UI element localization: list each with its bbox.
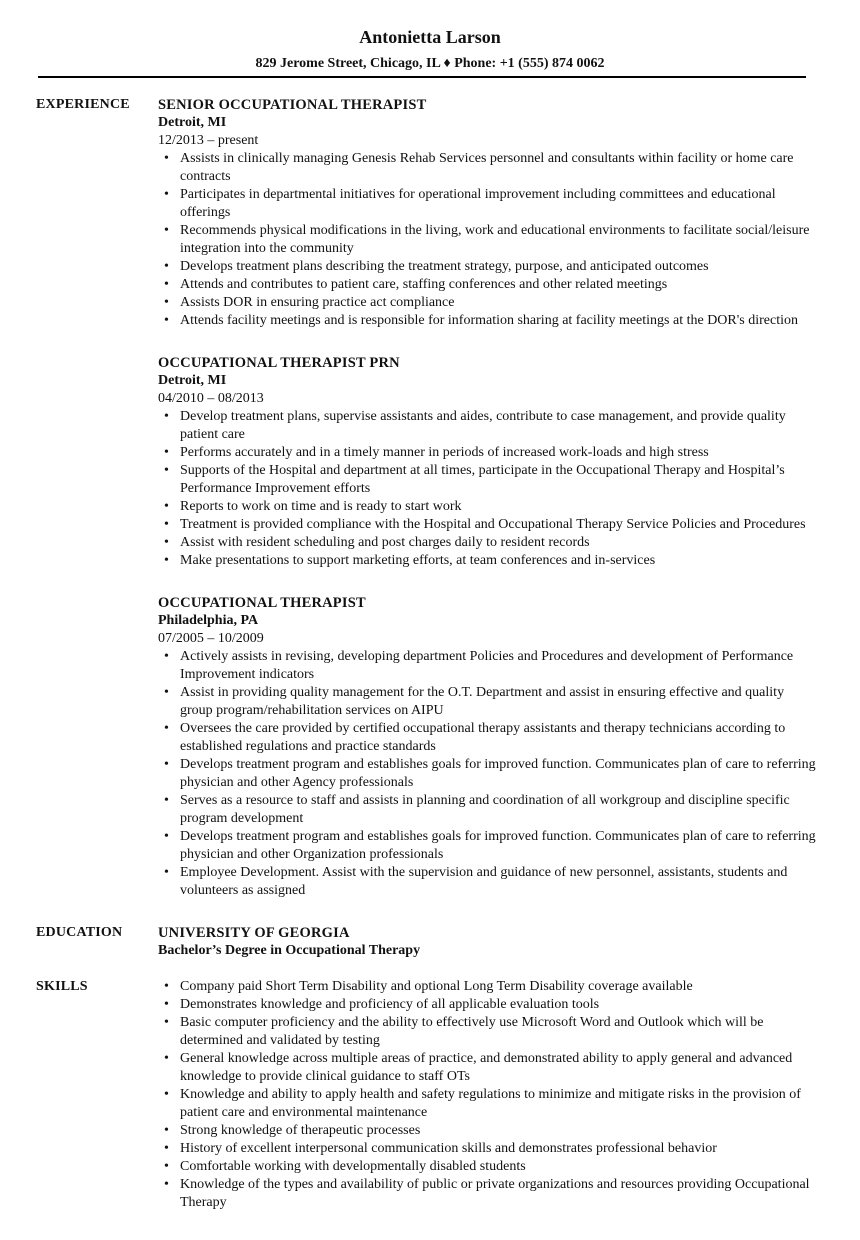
skills-section	[0, 978, 860, 1212]
list-item: • Assists DOR in ensuring practice act compliance	[158, 294, 820, 312]
education-section	[0, 924, 860, 960]
list-item: • Develops treatment program and establishes goals for improved function. Communicates plan of care to referring physician and other Agency professionals	[158, 756, 820, 792]
job-dates: 07/2005 – 10/2009	[158, 631, 264, 646]
job-title: OCCUPATIONAL THERAPIST	[158, 595, 366, 611]
candidate-name: Antonietta Larson	[359, 27, 501, 47]
school-name: UNIVERSITY OF GEORGIA	[158, 925, 350, 941]
list-item: • Assist in providing quality management for the O.T. Department and assist in ensuring effective and quality group program/rehabilitation services on AIPU	[158, 684, 820, 720]
header-divider	[38, 76, 806, 78]
contact-line: 829 Jerome Street, Chicago, IL ♦ Phone: +1 (555) 874 0062	[255, 56, 605, 71]
list-item: • Serves as a resource to staff and assists in planning and coordination of all workgroup and discipline specific program development	[158, 792, 820, 828]
list-item: • Supports of the Hospital and department at all times, participate in the Occupational Therapy and Hospital’s Performance Improvement efforts	[158, 462, 820, 498]
list-item: • Demonstrates knowledge and proficiency of all applicable evaluation tools	[158, 996, 820, 1014]
job-title: OCCUPATIONAL THERAPIST PRN	[158, 355, 400, 371]
list-item: • General knowledge across multiple areas of practice, and demonstrated ability to apply general and advanced knowledge to provide clinical guidance to staff OTs	[158, 1050, 820, 1086]
list-item: • Employee Development. Assist with the supervision and guidance of new personnel, assistants, students and volunteers as assigned	[158, 864, 820, 900]
list-item: • Attends facility meetings and is responsible for information sharing at facility meetings at the DOR's direction	[158, 312, 820, 330]
list-item: • Recommends physical modifications in the living, work and educational environments to facilitate social/leisure integration into the community	[158, 222, 820, 258]
list-item: • Treatment is provided compliance with the Hospital and Occupational Therapy Service Policies and Procedures	[158, 516, 820, 534]
list-item: • Make presentations to support marketing efforts, at team conferences and in-services	[158, 552, 820, 570]
job-duties-list	[158, 150, 820, 330]
job-location: Detroit, MI	[158, 373, 227, 388]
list-item: • Attends and contributes to patient care, staffing conferences and other related meetings	[158, 276, 820, 294]
job-location: Philadelphia, PA	[158, 613, 259, 628]
job-duties-list	[158, 648, 820, 900]
section-heading-skills: SKILLS	[36, 979, 88, 994]
degree-name: Bachelor’s Degree in Occupational Therapy	[158, 943, 421, 958]
list-item: • Company paid Short Term Disability and optional Long Term Disability coverage available	[158, 978, 820, 996]
list-item: • Actively assists in revising, developing department Policies and Procedures and development of Performance Improvement indicators	[158, 648, 820, 684]
list-item: • Knowledge and ability to apply health and safety regulations to minimize and mitigate risks in the provision of patient care and environmental maintenance	[158, 1086, 820, 1122]
section-heading-experience: EXPERIENCE	[36, 97, 130, 112]
list-item: • Develop treatment plans, supervise assistants and aides, contribute to case management, and provide quality patient care	[158, 408, 820, 444]
list-item: • Comfortable working with developmentally disabled students	[158, 1158, 820, 1176]
job-dates: 12/2013 – present	[158, 133, 259, 148]
list-item: • Basic computer proficiency and the ability to effectively use Microsoft Word and Outlook which will be determined and validated by testing	[158, 1014, 820, 1050]
experience-section	[0, 96, 860, 900]
list-item: • Participates in departmental initiatives for operational improvement including committees and educational offerings	[158, 186, 820, 222]
job-title: SENIOR OCCUPATIONAL THERAPIST	[158, 97, 427, 113]
list-item: • History of excellent interpersonal communication skills and demonstrates professional behavior	[158, 1140, 820, 1158]
list-item: • Reports to work on time and is ready to start work	[158, 498, 820, 516]
job-entry	[158, 96, 820, 330]
resume-header	[0, 0, 860, 78]
section-heading-education: EDUCATION	[36, 925, 123, 940]
job-dates: 04/2010 – 08/2013	[158, 391, 264, 406]
list-item: • Assist with resident scheduling and post charges daily to resident records	[158, 534, 820, 552]
list-item: • Oversees the care provided by certified occupational therapy assistants and therapy technicians according to established regulations and practice standards	[158, 720, 820, 756]
skills-list	[158, 978, 820, 1212]
list-item: • Performs accurately and in a timely manner in periods of increased work-loads and high stress	[158, 444, 820, 462]
list-item: • Develops treatment plans describing the treatment strategy, purpose, and anticipated outcomes	[158, 258, 820, 276]
job-duties-list	[158, 408, 820, 570]
job-location: Detroit, MI	[158, 115, 227, 130]
job-entry	[158, 594, 820, 900]
list-item: • Develops treatment program and establishes goals for improved function. Communicates plan of care to referring physician and other Organization professionals	[158, 828, 820, 864]
list-item: • Knowledge of the types and availability of public or private organizations and resources providing Occupational Therapy	[158, 1176, 820, 1212]
job-entry	[158, 354, 820, 570]
list-item: • Strong knowledge of therapeutic processes	[158, 1122, 820, 1140]
list-item: • Assists in clinically managing Genesis Rehab Services personnel and consultants within facility or home care contracts	[158, 150, 820, 186]
